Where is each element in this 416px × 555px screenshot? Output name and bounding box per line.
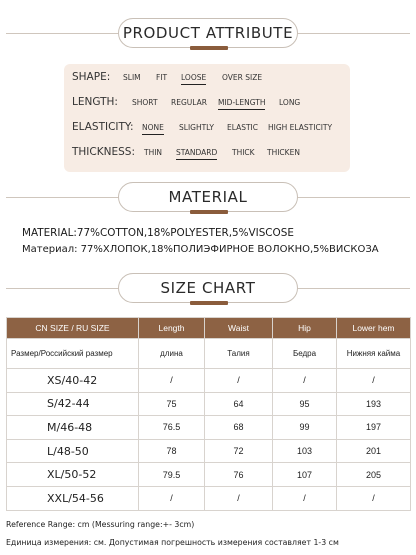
ru-column-header: длина [139, 339, 205, 369]
section-title-material: MATERIAL [118, 182, 298, 212]
accent-bar [190, 301, 228, 305]
attribute-option: THICKEN [267, 148, 300, 157]
attribute-option: OVER SIZE [222, 73, 263, 82]
product-attribute-header [0, 17, 416, 51]
attribute-option: THIN [144, 148, 163, 157]
size-table [6, 317, 411, 511]
table-cell: 76 [205, 463, 273, 487]
attribute-option: FIT [156, 73, 168, 82]
attribute-option-selected: LOOSE [181, 73, 207, 82]
ru-column-header: Талия [205, 339, 273, 369]
attribute-label: THICKNESS: [72, 146, 135, 158]
attribute-label: LENGTH: [72, 96, 118, 108]
ru-column-header: Бедра [273, 339, 337, 369]
reference-range-note: Reference Range: cm (Messuring range:+- 3cm) [6, 520, 195, 529]
section-title-size-chart: SIZE CHART [118, 273, 298, 303]
material-russian: Материал: 77%ХЛОПОК,18%ПОЛИЭФИРНОЕ ВОЛОКНО,5%ВИСКОЗА [22, 244, 379, 255]
size-chart-header [0, 272, 416, 306]
table-cell: 78 [139, 439, 205, 463]
table-cell: 76.5 [139, 416, 205, 440]
table-cell: 201 [337, 439, 411, 463]
table-cell: 75 [139, 392, 205, 416]
divider-line [6, 288, 126, 289]
table-cell: 193 [337, 392, 411, 416]
size-cell: L/48-50 [7, 439, 139, 463]
column-header: Waist [205, 318, 273, 339]
table-cell: / [337, 369, 411, 393]
ru-column-header: Нижняя кайма [337, 339, 411, 369]
table-row [7, 463, 411, 487]
table-cell: / [273, 369, 337, 393]
size-cell: XXL/54-56 [7, 486, 139, 510]
table-cell: / [337, 486, 411, 510]
table-row [7, 486, 411, 510]
table-cell: / [273, 486, 337, 510]
column-header: Length [139, 318, 205, 339]
table-cell: / [205, 486, 273, 510]
table-cell: 107 [273, 463, 337, 487]
attribute-option: HIGH ELASTICITY [268, 123, 333, 132]
attribute-option-selected: STANDARD [176, 148, 218, 157]
ru-column-header: Размер/Российский размер [7, 339, 139, 369]
table-cell: 103 [273, 439, 337, 463]
size-cell: S/42-44 [7, 392, 139, 416]
attribute-label: SHAPE: [72, 71, 111, 83]
attribute-option-selected: MID-LENGTH [218, 98, 266, 107]
accent-bar [190, 210, 228, 214]
material-header [0, 181, 416, 215]
material-english: MATERIAL:77%COTTON,18%POLYESTER,5%VISCOSE [22, 227, 294, 239]
divider-line [6, 33, 126, 34]
attribute-option: REGULAR [171, 98, 207, 107]
attribute-row-elasticity [64, 118, 350, 138]
attribute-row-length [64, 93, 350, 113]
table-cell: / [139, 369, 205, 393]
attribute-option-selected: NONE [142, 123, 164, 132]
table-cell: / [205, 369, 273, 393]
size-cell: XS/40-42 [7, 369, 139, 393]
table-row [7, 392, 411, 416]
attribute-option: THICK [232, 148, 255, 157]
attribute-card [64, 64, 350, 172]
table-cell: / [139, 486, 205, 510]
attribute-option: LONG [279, 98, 301, 107]
table-header-row [7, 318, 411, 339]
table-row [7, 416, 411, 440]
column-header: Hip [273, 318, 337, 339]
table-row [7, 369, 411, 393]
table-cell: 68 [205, 416, 273, 440]
measurement-note-russian: Единица измерения: см. Допустимая погрешность измерения составляет 1-3 см [6, 538, 339, 547]
table-cell: 197 [337, 416, 411, 440]
attribute-option: SHORT [132, 98, 158, 107]
attribute-label: ELASTICITY: [72, 121, 134, 133]
table-row [7, 439, 411, 463]
table-ru-header-row [7, 339, 411, 369]
attribute-row-shape [64, 68, 350, 88]
section-title-product-attribute: PRODUCT ATTRIBUTE [118, 18, 298, 48]
column-header: CN SIZE / RU SIZE [7, 318, 139, 339]
accent-bar [190, 46, 228, 50]
divider-line [290, 288, 410, 289]
divider-line [6, 197, 126, 198]
column-header: Lower hem [337, 318, 411, 339]
attribute-row-thickness [64, 143, 350, 163]
attribute-option: SLIGHTLY [179, 123, 214, 132]
attribute-option: SLIM [123, 73, 141, 82]
table-cell: 64 [205, 392, 273, 416]
size-cell: XL/50-52 [7, 463, 139, 487]
divider-line [290, 197, 410, 198]
table-cell: 99 [273, 416, 337, 440]
table-cell: 72 [205, 439, 273, 463]
table-cell: 79.5 [139, 463, 205, 487]
divider-line [290, 33, 410, 34]
table-cell: 95 [273, 392, 337, 416]
size-cell: M/46-48 [7, 416, 139, 440]
table-cell: 205 [337, 463, 411, 487]
attribute-option: ELASTIC [227, 123, 259, 132]
